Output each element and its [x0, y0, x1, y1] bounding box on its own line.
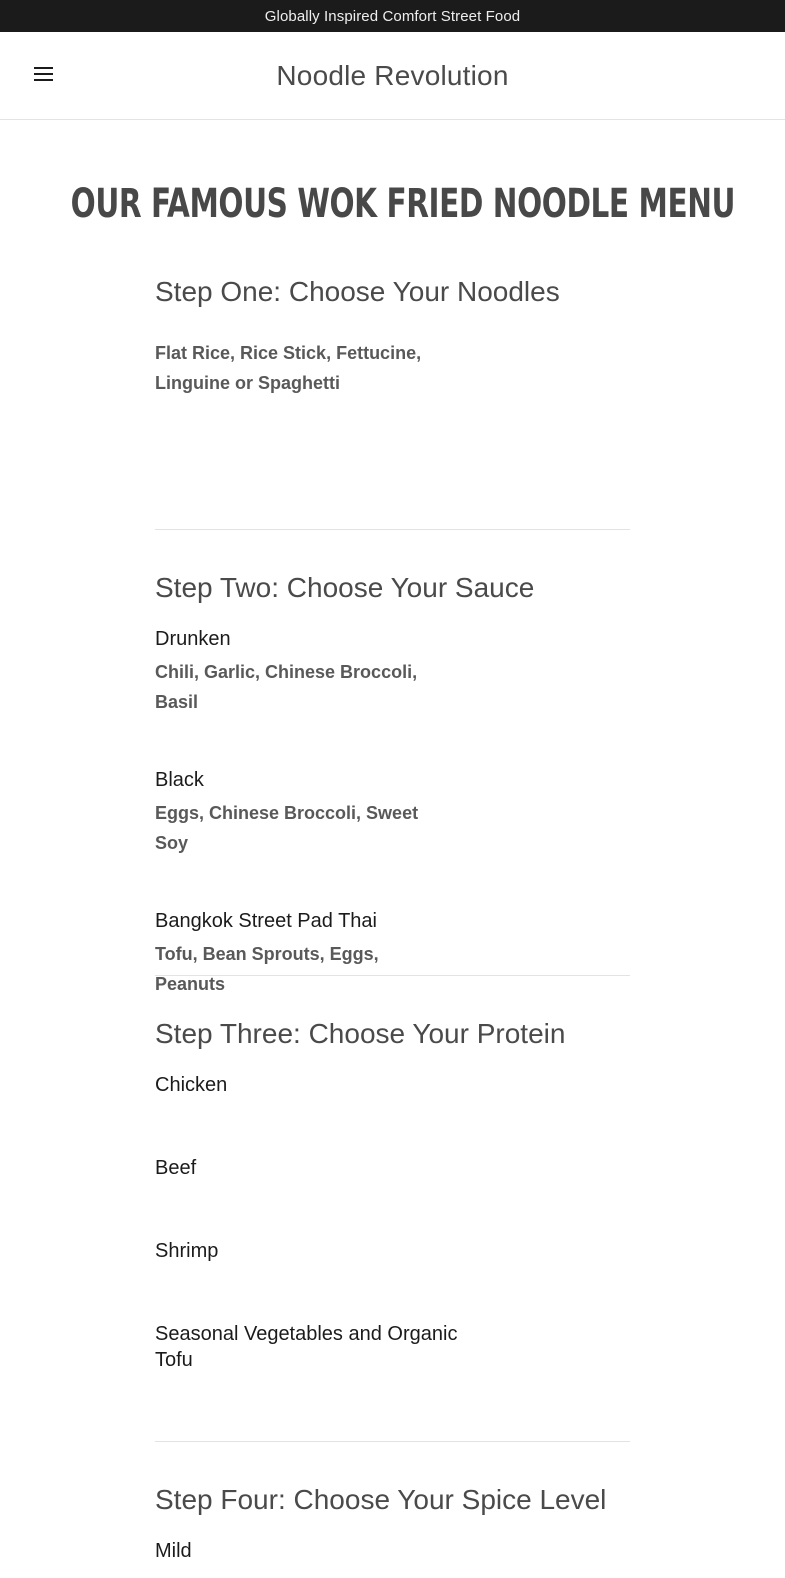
- item-name: Mild: [155, 1540, 192, 1562]
- item-name: Drunken: [155, 628, 231, 650]
- item-description: Flat Rice, Rice Stick, Fettucine, Linguine or Spaghetti: [155, 343, 422, 393]
- menu-section-noodles: [155, 230, 630, 530]
- section-heading: Step Two: Choose Your Sauce: [155, 572, 535, 603]
- menu-section-sauce: [155, 530, 630, 994]
- menu-item: [155, 1238, 630, 1264]
- item-name: Shrimp: [155, 1240, 219, 1262]
- item-description: Tofu, Bean Sprouts, Eggs, Peanuts: [155, 944, 379, 994]
- menu-item: [155, 626, 630, 717]
- menu-item: [155, 1321, 630, 1373]
- item-name: Bangkok Street Pad Thai: [155, 910, 377, 932]
- page-title: OUR FAMOUS WOK FRIED NOODLE MENU: [70, 181, 736, 227]
- section-heading: Step Four: Choose Your Spice Level: [155, 1484, 607, 1515]
- item-name: Black: [155, 769, 204, 791]
- menu-page: [0, 178, 785, 1564]
- menu-section-spice: [155, 1442, 630, 1564]
- hamburger-menu-icon[interactable]: [34, 66, 54, 82]
- item-description: Eggs, Chinese Broccoli, Sweet Soy: [155, 803, 419, 853]
- menu-item: [155, 1538, 630, 1564]
- menu-item: [155, 338, 630, 398]
- section-heading: Step One: Choose Your Noodles: [155, 276, 560, 307]
- site-title-link[interactable]: Noodle Revolution: [276, 59, 509, 91]
- announcement-text: Globally Inspired Comfort Street Food: [264, 7, 521, 25]
- menu-item: [155, 1155, 630, 1181]
- item-description: Chili, Garlic, Chinese Broccoli, Basil: [155, 662, 418, 712]
- menu-item: [155, 1072, 630, 1098]
- menu-item: [155, 767, 630, 858]
- item-name: Beef: [155, 1157, 197, 1179]
- announcement-bar: [0, 0, 785, 32]
- item-name: Seasonal Vegetables and Organic Tofu: [155, 1323, 458, 1371]
- site-header: [0, 32, 785, 120]
- menu-section-protein: [155, 976, 630, 1442]
- section-heading: Step Three: Choose Your Protein: [155, 1018, 566, 1049]
- item-name: Chicken: [155, 1074, 228, 1096]
- menu-sections: [155, 230, 630, 1564]
